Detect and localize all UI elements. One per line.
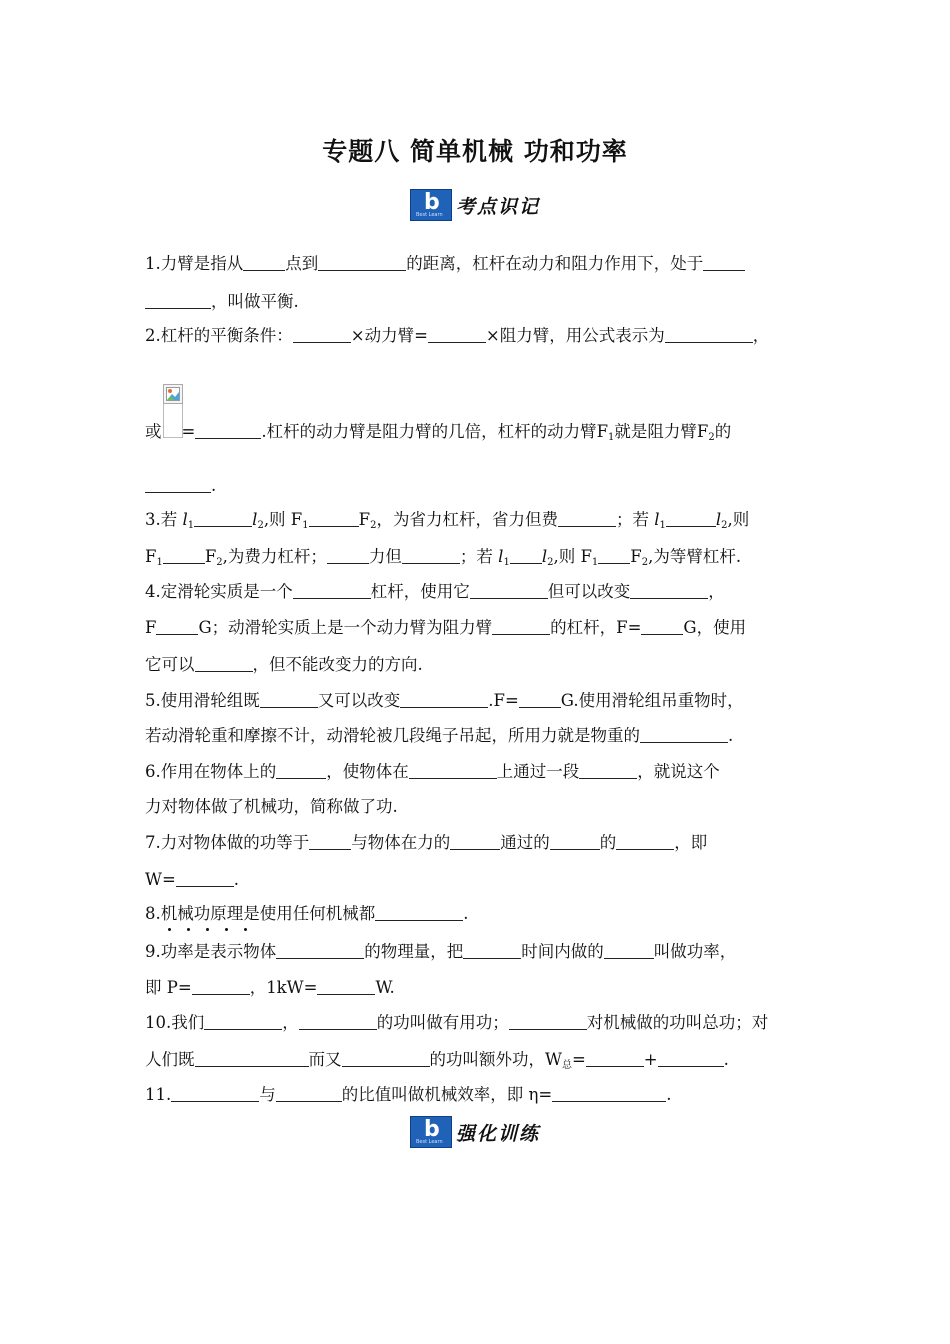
text-line: W= .: [145, 870, 240, 889]
section-header-kaodian: [410, 188, 540, 222]
blank[interactable]: [243, 252, 285, 271]
section-label: 考点识记: [456, 195, 541, 218]
blank[interactable]: [428, 324, 486, 343]
blank[interactable]: [195, 653, 253, 672]
blank[interactable]: [640, 724, 728, 743]
blank[interactable]: [171, 1083, 259, 1102]
blank[interactable]: [276, 940, 364, 959]
blank[interactable]: [309, 831, 351, 850]
blank[interactable]: [463, 940, 521, 959]
blank[interactable]: [145, 290, 211, 309]
text-line: ，叫做平衡.: [145, 290, 825, 313]
blank[interactable]: [342, 1048, 430, 1067]
text-line: 6.作用在物体上的 ，使物体在 上通过一段 ，就说这个: [145, 762, 720, 781]
blank[interactable]: [552, 1083, 666, 1102]
text-line: .: [145, 474, 825, 497]
blank[interactable]: [163, 545, 205, 564]
blank[interactable]: [327, 545, 369, 564]
blank[interactable]: [450, 831, 500, 850]
blank[interactable]: [558, 508, 616, 527]
blank[interactable]: [666, 508, 716, 527]
section-label: 强化训练: [456, 1122, 541, 1145]
blank[interactable]: [176, 868, 234, 887]
blank[interactable]: [293, 580, 371, 599]
blank[interactable]: [509, 1011, 587, 1030]
text-line: 8.机械功原理是使用任何机械都 .: [145, 904, 469, 923]
emphasis-dots: [168, 916, 263, 935]
blank[interactable]: [604, 940, 654, 959]
text-line: 人们既 而又 的功叫额外功，$W_总=$ + .: [145, 1050, 729, 1071]
blank[interactable]: [293, 324, 351, 343]
blank[interactable]: [309, 508, 359, 527]
blank[interactable]: [195, 420, 261, 439]
blank[interactable]: [550, 831, 600, 850]
brand-logo-icon: b Best Learn: [410, 1116, 452, 1148]
text-line: 7.力对物体做的功等于 与物体在力的 通过的 的 ，即: [145, 833, 708, 852]
blank[interactable]: [586, 1048, 644, 1067]
text-line: 11. 与 的比值叫做机械效率，即 η= .: [145, 1085, 672, 1104]
blank[interactable]: [402, 545, 460, 564]
brand-logo-icon: b Best Learn: [410, 189, 452, 221]
blank[interactable]: [192, 976, 250, 995]
text-line: F G；动滑轮实质上是一个动力臂为阻力臂 的杠杆，F= G，使用: [145, 618, 747, 637]
text-line: 即 P= ，1kW= W.: [145, 978, 395, 997]
image-placeholder-icon: [166, 387, 180, 401]
blank[interactable]: [658, 1048, 724, 1067]
text-line: 5.使用滑轮组既 又可以改变 .F= G.使用滑轮组吊重物时，: [145, 691, 744, 710]
text-line: 3.若 $l_1$ $l_2$,则 $F_1$ $F_2$，为省力杠杆，省力但费 ；若 $l_1$ $l_2$,则: [145, 510, 750, 531]
blank[interactable]: [375, 902, 463, 921]
blank[interactable]: [665, 324, 753, 343]
blank[interactable]: [616, 831, 674, 850]
blank[interactable]: [409, 760, 497, 779]
blank[interactable]: [276, 760, 326, 779]
broken-image-icon: [163, 384, 183, 404]
text-line: 2.杠杆的平衡条件： ×动力臂= ×阻力臂，用公式表示为 ，: [145, 326, 770, 345]
blank[interactable]: [299, 1011, 377, 1030]
text-line: 力对物体做了机械功，简称做了功.: [145, 797, 398, 816]
blank[interactable]: [579, 760, 637, 779]
text-line: $F_1$ $F_2$,为费力杠杆； 力但 ；若 $l_1$ $l_2$,则 $F_1$ $F_2$,为等臂杠杆.: [145, 547, 742, 568]
blank[interactable]: [145, 474, 211, 493]
text-line: 9.功率是表示物体 的物理量，把 时间内做的 叫做功率，: [145, 942, 737, 961]
text-line: 4.定滑轮实质是一个 杠杆，使用它 但可以改变 ，: [145, 582, 725, 601]
blank[interactable]: [317, 976, 375, 995]
blank[interactable]: [470, 580, 548, 599]
blank[interactable]: [195, 1048, 309, 1067]
blank[interactable]: [641, 616, 683, 635]
text-line: 10.我们 ， 的功叫做有用功； 对机械做的功叫总功；对: [145, 1013, 769, 1032]
text-line: 它可以 ，但不能改变力的方向.: [145, 655, 423, 674]
blank[interactable]: [510, 545, 542, 564]
blank[interactable]: [204, 1011, 282, 1030]
section-header-qianghua: [410, 1115, 540, 1149]
text-line: 若动滑轮重和摩擦不计，动滑轮被几段绳子吊起，所用力就是物重的 .: [145, 726, 734, 745]
text-line: 或 = .杠杆的动力臂是阻力臂的几倍，杠杆的动力臂$F_1$就是阻力臂$F_2$的: [145, 422, 732, 443]
blank[interactable]: [492, 616, 550, 635]
blank[interactable]: [400, 689, 488, 708]
blank[interactable]: [194, 508, 252, 527]
blank[interactable]: [519, 689, 561, 708]
blank[interactable]: [276, 1083, 342, 1102]
page-title: 专题八 简单机械 功和功率: [322, 137, 628, 166]
blank[interactable]: [703, 252, 745, 271]
blank[interactable]: [318, 252, 406, 271]
blank[interactable]: [260, 689, 318, 708]
blank[interactable]: [156, 616, 198, 635]
blank[interactable]: [630, 580, 708, 599]
blank[interactable]: [598, 545, 630, 564]
text-line: 1.力臂是指从 点到 的距离，杠杆在动力和阻力作用下，处于: [145, 252, 825, 275]
